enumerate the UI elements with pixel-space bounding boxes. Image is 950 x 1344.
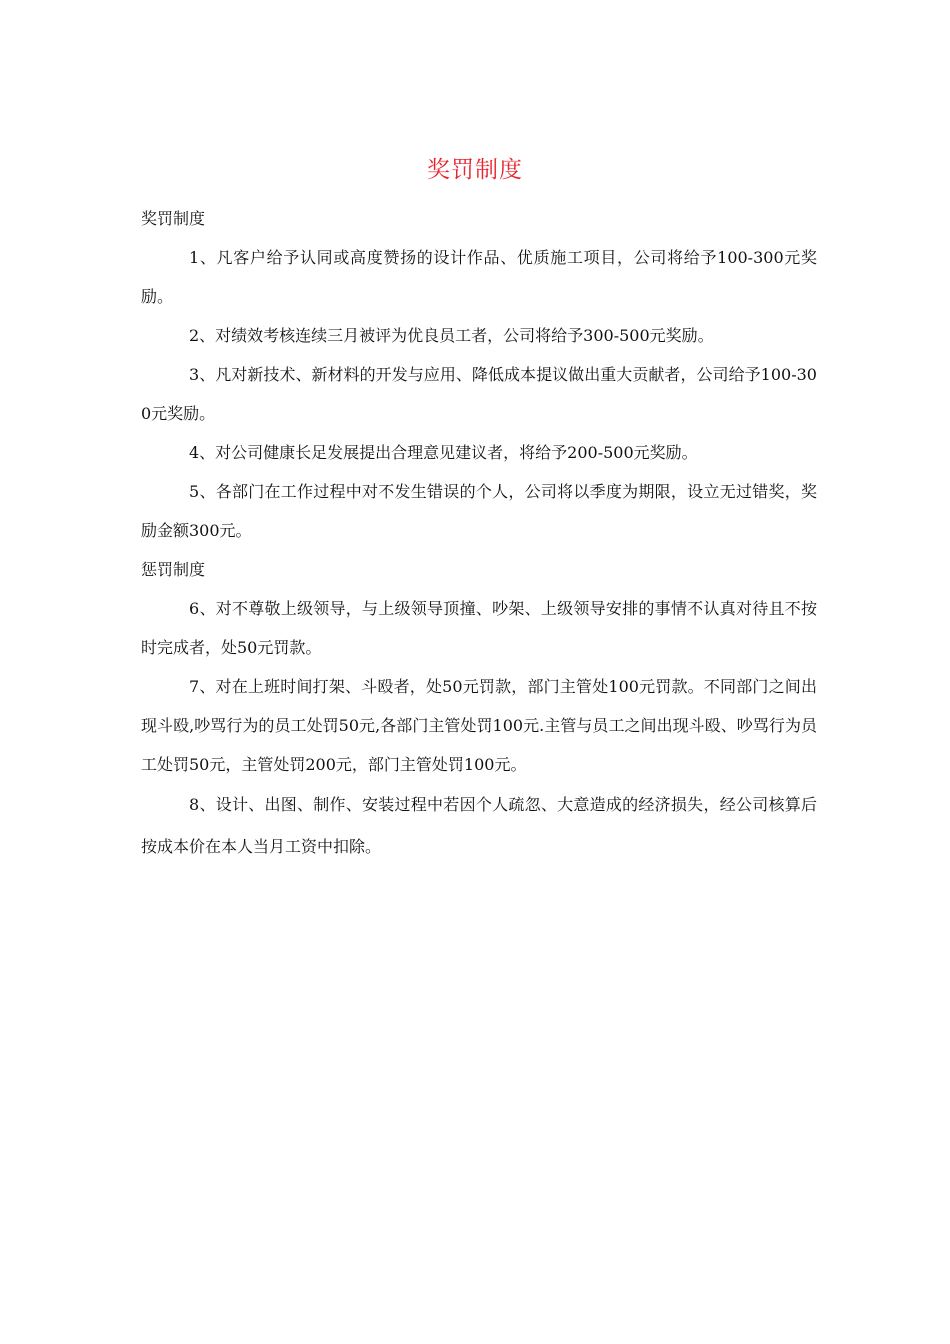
document-title: 奖罚制度 bbox=[427, 157, 523, 183]
reward-item-5: 5、各部门在工作过程中对不发生错误的个人，公司将以季度为期限，设立无过错奖，奖励金额300元。 bbox=[141, 482, 817, 540]
reward-item-3: 3、凡对新技术、新材料的开发与应用、降低成本提议做出重大贡献者，公司给予100-300元奖励。 bbox=[141, 365, 817, 423]
penalty-item-7: 7、对在上班时间打架、斗殴者，处50元罚款，部门主管处100元罚款。不同部门之间出现斗殴,吵骂行为的员工处罚50元,各部门主管处罚100元.主管与员工之间出现斗殴、吵骂行为员工处罚50元，主管处罚200元，部门主管处罚100元。 bbox=[141, 677, 817, 774]
penalty-section-heading: 惩罚制度 bbox=[141, 560, 206, 579]
document-body bbox=[141, 199, 817, 868]
reward-item-1: 1、凡客户给予认同或高度赞扬的设计作品、优质施工项目，公司将给予100-300元奖励。 bbox=[141, 248, 817, 306]
penalty-item-8: 8、设计、出图、制作、安装过程中若因个人疏忽、大意造成的经济损失，经公司核算后按成本价在本人当月工资中扣除。 bbox=[141, 795, 817, 856]
reward-item-4: 4、对公司健康长足发展提出合理意见建议者，将给予200-500元奖励。 bbox=[189, 443, 698, 462]
reward-section-heading: 奖罚制度 bbox=[141, 209, 206, 228]
penalty-item-6: 6、对不尊敬上级领导，与上级领导顶撞、吵架、上级领导安排的事情不认真对待且不按时完成者，处50元罚款。 bbox=[141, 599, 817, 657]
reward-item-2: 2、对绩效考核连续三月被评为优良员工者，公司将给予300-500元奖励。 bbox=[189, 326, 714, 345]
